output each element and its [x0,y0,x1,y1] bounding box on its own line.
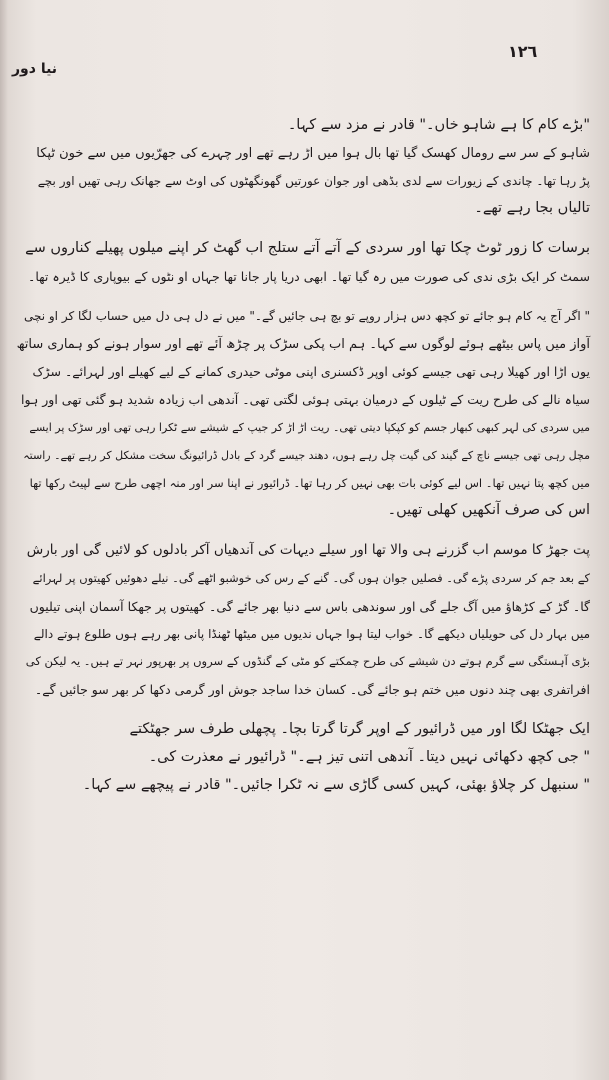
running-title: نیا دور [12,61,58,77]
text-line: " جی کچھ دکھائی نہیں دیتا۔ آندھی اتنی تیز ہے۔" ڈرائیور نے معذرت کی۔ [148,748,590,765]
text-line: سمٹ کر ایک بڑی ندی کی صورت میں رہ گیا تھا۔ ابھی دریا پار جانا تھا جہاں او نٹوں کے بیوپاری کا ڈیرہ تھا۔ [28,268,590,284]
paragraph-4 [16,537,590,704]
text-line: مچل رہی تھی جیسے ناچ کے گیند کی گیت چل رہے ہوں، دھند جیسے گرد کے بادل ڈرائیونگ سخت مشکل کر رہے تھے۔ راستہ [23,448,590,462]
text-line: میں کچھ پتا نہیں تھا۔ اس لیے کوئی بات بھی نہیں کر رہا تھا۔ ڈرائیور نے اپنا سر اور منہ اچھی طرح سے لپیٹ رکھا تھا [29,475,590,490]
text-line: آواز میں پاس بیٹھے ہوئے لوگوں سے کہا۔ ہم اب پکی سڑک پر چڑھ آئے تھے اور سوار ہونے کو ہماری ساتھ [16,336,590,352]
text-line: برسات کا زور ٹوٹ چکا تھا اور سردی کے آتے آتے ستلج اب گھٹ کر اپنے میلوں پھیلے کناروں سے [25,240,590,257]
text-line: گا۔ گڑ کے کڑھاؤ میں آگ جلے گی اور سوندھی باس سے دنیا بھر جائے گی۔ کھیتوں پر جھکا آسمان اپنی تیلیوں [29,598,590,614]
binding-shadow [0,0,8,1080]
text-line: بڑی آہستگی سے گرم ہوتے دن شیشے کی طرح چمکتے کو مٹی کے گنڈوں کے سروں پر بھرپور نہر تے ہیں۔ یہ لیکن کی [25,654,590,669]
text-line: افراتفری بھی چند دنوں میں ختم ہو جائے گی۔ کسان خدا ساجد جوش اور گرمی دکھا کر بھر سو جائیں گے۔ [34,682,590,698]
text-line: "بڑے کام کا ہے شاہو خاں۔" قادر نے مزد سے کہا۔ [287,117,590,133]
text-line: تالیاں بجا رہے تھے۔ [474,200,590,217]
text-line: کے بعد جم کر سردی پڑے گی۔ فصلیں جوان ہوں گی۔ گنے کے رس کی خوشبو اٹھے گی۔ نیلے دھوئیں کھیتوں پر لہرائے [32,570,590,585]
body-text [16,112,590,811]
text-line: پڑ رہا تھا۔ چاندی کے زیورات سے لدی بڈھی اور جوان عورتیں گھونگھٹوں کی اوٹ سے جھانک رہی تھیں اور بچے [37,173,590,188]
text-line: " سنبھل کر چلاؤ بھئی، کہیں کسی گاڑی سے نہ ٹکرا جائیں۔" قادر نے پیچھے سے کہا۔ [82,776,590,793]
text-line: سیاہ نالے کی طرح ریت کے ٹیلوں کے درمیان بہتی ہوئی لگتی تھی۔ آندھی اب زیادہ شدید ہو گئی تھی اور ہوا [21,392,590,408]
paragraph-2 [16,235,590,291]
text-line: پت جھڑ کا موسم اب گزرنے ہی والا تھا اور سیلے دیہات کی آندھیاں آکر بادلوں کو لائیں گی اور بارش [26,542,590,559]
paragraph-1 [16,112,590,223]
text-line: شاہو کے سر سے رومال کھسک گیا تھا بال ہوا میں اڑ رہے تھے اور چہرے کی جھرّیوں میں سے خون ٹپکا [36,145,590,161]
text-line: " اگر آج یہ کام ہو جائے تو کچھ دس ہزار روپے تو بچ ہی جائیں گے۔" میں نے دل ہی دل میں حساب لگا کر او نچی [23,308,590,323]
text-line: یوں اڑا اور کھیلا رہی تھی جیسے کوئی اوپر ڈکسنری اپنی موٹی حیدری کمانے کے لیے کھیلے اور لہرائے۔ سڑک [32,364,590,380]
text-line: ایک جھٹکا لگا اور میں ڈرائیور کے اوپر گرتا گرتا بچا۔ پچھلی طرف سر جھٹکتے [129,720,590,737]
text-line: اس کی صرف آنکھیں کھلی تھیں۔ [387,502,590,519]
text-line: میں بہار دل کی حویلیاں دیکھے گا۔ خواب لیتا ہوا جہاں ندیوں میں میٹھا ٹھنڈا پانی بھر رہے ہوں طلوع ہوتے دالے [33,626,590,641]
paragraph-5 [16,716,590,799]
page-number: ١٢٦ [508,42,538,61]
text-line: میں سردی کی لہر کبھی کبھار جسم کو کپکپا دیتی تھی۔ ریت اڑ اڑ کر جیپ کے شیشے سے ٹکرا رہی تھی اور سڑک پر ایسے [29,420,590,434]
paragraph-3 [16,303,590,525]
